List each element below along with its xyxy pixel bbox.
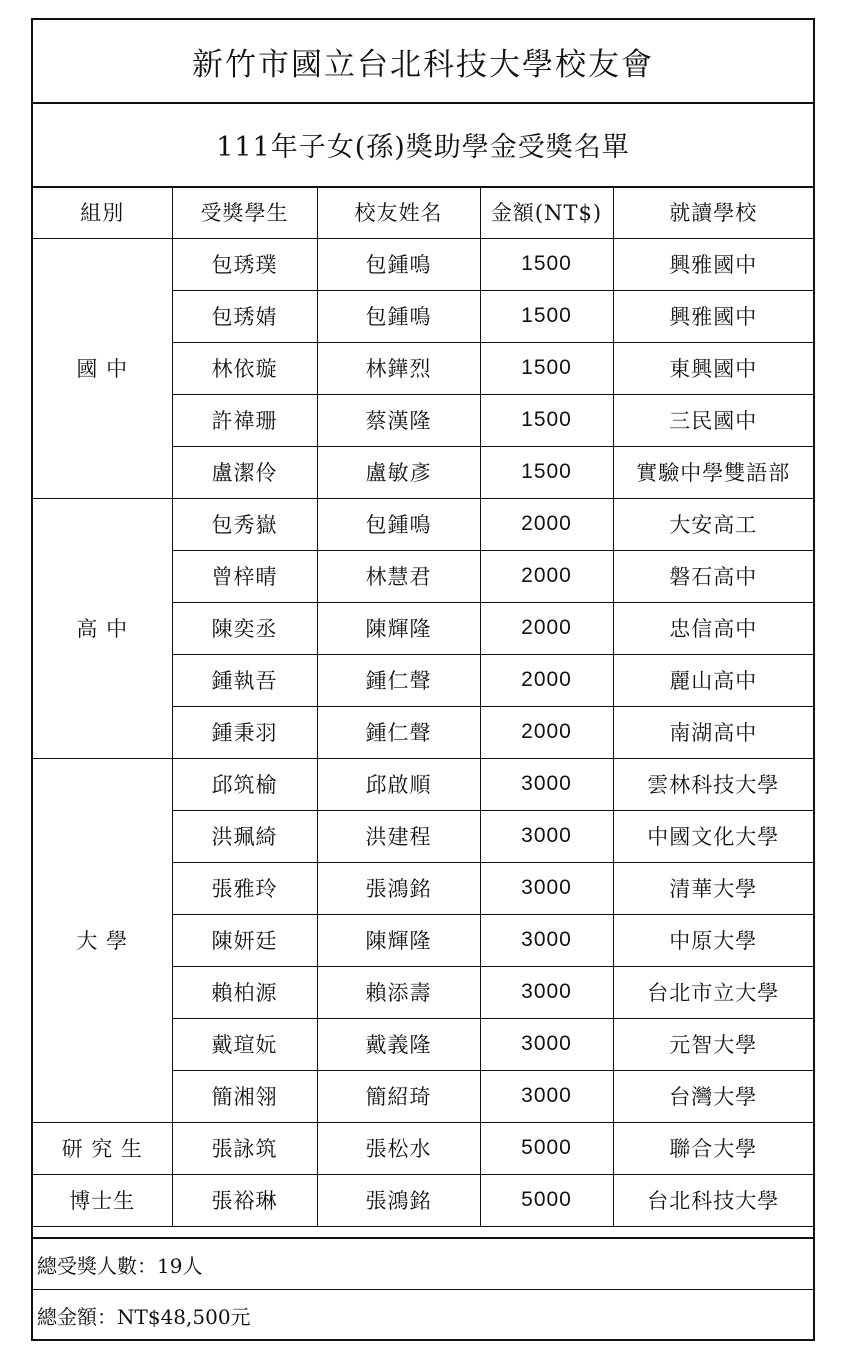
group-label: 高 中 [33,498,172,758]
alumni-name: 陳輝隆 [317,602,480,654]
alumni-name: 盧敏彥 [317,446,480,498]
alumni-name: 蔡漢隆 [317,394,480,446]
school-name: 磐石高中 [613,550,813,602]
school-name: 大安高工 [613,498,813,550]
student-name: 陳妍廷 [172,914,317,966]
page-title: 新竹市國立台北科技大學校友會 [33,20,813,104]
student-name: 鍾執吾 [172,654,317,706]
header-alumni: 校友姓名 [317,186,480,238]
alumni-name: 林慧君 [317,550,480,602]
table-row [33,498,813,550]
amount: 3000 [480,914,613,966]
alumni-name: 包鍾鳴 [317,290,480,342]
student-name: 邱筑榆 [172,758,317,810]
alumni-name: 林鏵烈 [317,342,480,394]
award-table [33,186,813,1227]
header-amount: 金額(NT$) [480,186,613,238]
amount: 3000 [480,1070,613,1122]
alumni-name: 張松水 [317,1122,480,1174]
amount: 3000 [480,758,613,810]
student-name: 許禕珊 [172,394,317,446]
alumni-name: 包鍾鳴 [317,498,480,550]
student-name: 林依璇 [172,342,317,394]
amount: 2000 [480,550,613,602]
alumni-name: 陳輝隆 [317,914,480,966]
school-name: 三民國中 [613,394,813,446]
amount: 3000 [480,862,613,914]
table-row [33,238,813,290]
school-name: 清華大學 [613,862,813,914]
amount: 2000 [480,654,613,706]
group-label: 大 學 [33,758,172,1122]
alumni-name: 簡紹琦 [317,1070,480,1122]
student-name: 包秀嶽 [172,498,317,550]
table-row [33,758,813,810]
header-student: 受獎學生 [172,186,317,238]
alumni-name: 邱啟順 [317,758,480,810]
student-name: 鍾秉羽 [172,706,317,758]
alumni-name: 戴義隆 [317,1018,480,1070]
school-name: 台北科技大學 [613,1174,813,1226]
group-label: 博士生 [33,1174,172,1226]
student-name: 陳奕丞 [172,602,317,654]
group-label: 研 究 生 [33,1122,172,1174]
school-name: 忠信高中 [613,602,813,654]
total-amount: 總金額：NT$48,500元 [33,1289,813,1341]
student-name: 包琇璞 [172,238,317,290]
school-name: 聯合大學 [613,1122,813,1174]
student-name: 洪珮綺 [172,810,317,862]
student-name: 張詠筑 [172,1122,317,1174]
amount: 5000 [480,1174,613,1226]
school-name: 元智大學 [613,1018,813,1070]
amount: 2000 [480,498,613,550]
header-group: 組別 [33,186,172,238]
school-name: 中原大學 [613,914,813,966]
school-name: 興雅國中 [613,290,813,342]
amount: 1500 [480,238,613,290]
school-name: 南湖高中 [613,706,813,758]
amount: 1500 [480,342,613,394]
alumni-name: 張鴻銘 [317,1174,480,1226]
alumni-name: 包鍾鳴 [317,238,480,290]
page-subtitle: 111年子女(孫)獎助學金受獎名單 [33,102,813,188]
header-school: 就讀學校 [613,186,813,238]
group-label: 國 中 [33,238,172,498]
student-name: 張裕琳 [172,1174,317,1226]
alumni-name: 賴添壽 [317,966,480,1018]
table-body [33,238,813,1226]
alumni-name: 鍾仁聲 [317,654,480,706]
amount: 1500 [480,394,613,446]
table-row [33,1174,813,1226]
school-name: 中國文化大學 [613,810,813,862]
school-name: 麗山高中 [613,654,813,706]
total-people: 總受獎人數：19人 [33,1237,813,1289]
student-name: 簡湘翎 [172,1070,317,1122]
alumni-name: 張鴻銘 [317,862,480,914]
amount: 1500 [480,446,613,498]
student-name: 張雅玲 [172,862,317,914]
school-name: 台灣大學 [613,1070,813,1122]
student-name: 戴瑄妧 [172,1018,317,1070]
alumni-name: 洪建程 [317,810,480,862]
award-list-sheet [31,18,815,1341]
student-name: 包琇婧 [172,290,317,342]
school-name: 東興國中 [613,342,813,394]
student-name: 盧潔伶 [172,446,317,498]
amount: 3000 [480,810,613,862]
amount: 3000 [480,1018,613,1070]
school-name: 雲林科技大學 [613,758,813,810]
student-name: 曾梓晴 [172,550,317,602]
student-name: 賴柏源 [172,966,317,1018]
amount: 3000 [480,966,613,1018]
school-name: 台北市立大學 [613,966,813,1018]
alumni-name: 鍾仁聲 [317,706,480,758]
table-row [33,1122,813,1174]
amount: 5000 [480,1122,613,1174]
amount: 2000 [480,706,613,758]
table-header-row [33,186,813,238]
school-name: 實驗中學雙語部 [613,446,813,498]
amount: 1500 [480,290,613,342]
amount: 2000 [480,602,613,654]
school-name: 興雅國中 [613,238,813,290]
